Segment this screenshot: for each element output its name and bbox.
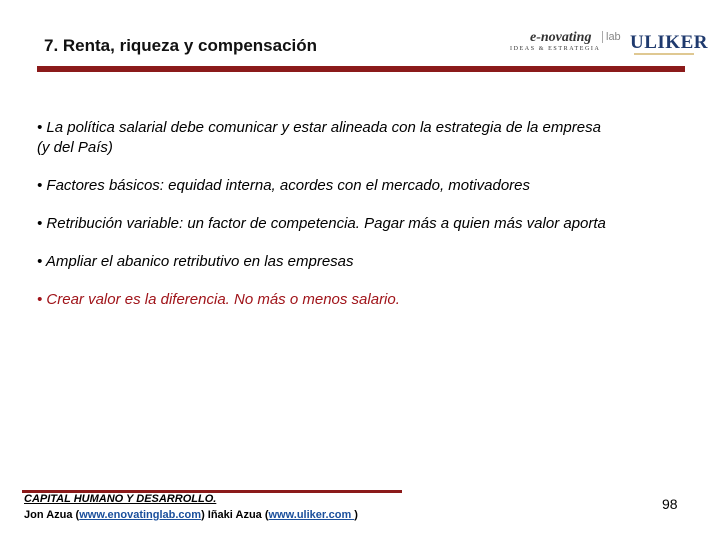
uliker-logo-text: ULIKER [630,32,708,53]
bullet-item: • Factores básicos: equidad interna, acordes con el mercado, motivadores [37,177,531,194]
bullet-item-highlight: • Crear valor es la diferencia. No más o menos salario. [37,291,400,308]
bullet-item: • Retribución variable: un factor de competencia. Pagar más a quien más valor aporta [37,215,606,232]
enovating-logo-lab: lab [602,31,621,43]
page-number: 98 [662,496,678,512]
uliker-logo [630,32,708,60]
footer-authors [24,509,358,521]
uliker-link[interactable]: www.uliker.com [268,509,355,521]
slide-title: 7. Renta, riqueza y compensación [44,36,318,55]
footer-author2-prefix: ) Iñaki Azua ( [201,509,269,521]
bullet-item-continuation: (y del País) [37,139,113,156]
bullet-item: • La política salarial debe comunicar y estar alineada con la estrategia de la empresa [37,119,601,136]
enovatinglab-link[interactable]: www.enovatinglab.com [79,509,202,521]
uliker-logo-underline [634,53,694,55]
footer-title: CAPITAL HUMANO Y DESARROLLO. [24,493,217,505]
bullet-item: • Ampliar el abanico retributivo en las empresas [37,253,354,270]
footer-suffix: ) [354,509,358,521]
enovating-logo-tagline: IDEAS & ESTRATEGIA [510,46,601,52]
header-divider-bar [37,66,685,72]
footer-author1-prefix: Jon Azua ( [24,509,80,521]
enovating-logo [510,30,622,56]
enovating-logo-main: e-novating [530,30,592,45]
